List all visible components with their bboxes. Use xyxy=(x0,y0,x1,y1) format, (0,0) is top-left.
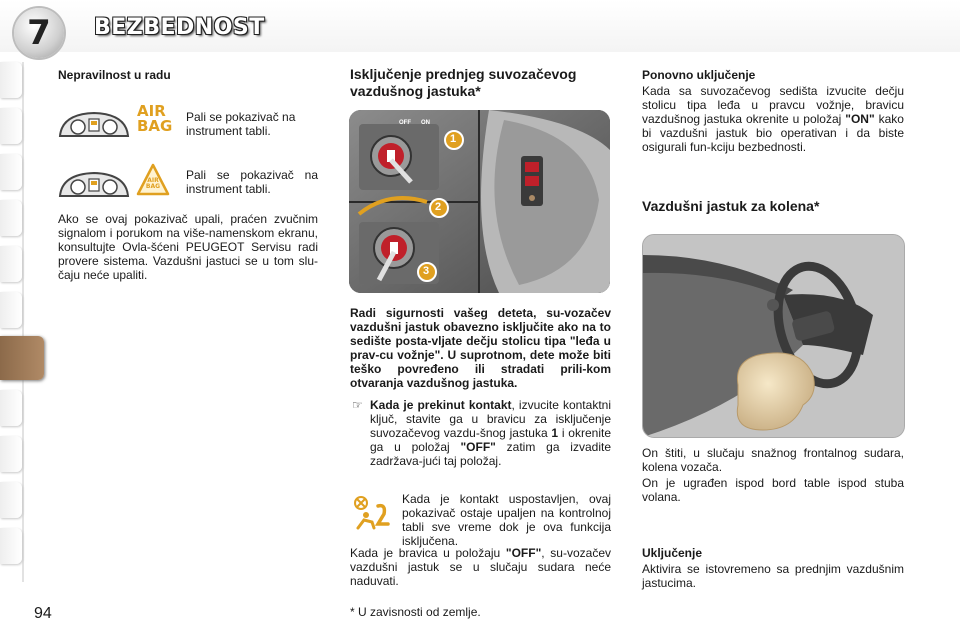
chapter-tab-active[interactable] xyxy=(0,336,44,380)
deactivation-instruction: Kada je prekinut kontakt, izvucite kontaktni ključ, stavite ga u bravicu za isključenje suvozačevog vazdu-šnog jastuka 1 i okrenite ga u položaj "OFF" zatim ga izvadite zadržava-jući taj položaj. xyxy=(370,398,612,468)
indicator-caption-1: Pali se pokazivač na instrument tabli. xyxy=(186,110,296,138)
chapter-tab[interactable] xyxy=(0,482,22,518)
reactivation-heading: Ponovno uključenje xyxy=(642,68,756,82)
activation-heading: Uključenje xyxy=(642,546,703,560)
pointing-hand-icon: ☞ xyxy=(352,398,363,412)
chapter-number-badge: 7 xyxy=(14,8,64,58)
knee-airbag-heading: Vazdušni jastuk za kolena* xyxy=(642,198,820,214)
passenger-airbag-off-icon xyxy=(352,494,394,530)
off-position-text: Kada je bravica u položaju "OFF", su-vozačev vazdušni jastuk se u slučaju sudara neće naduvati. xyxy=(350,546,612,588)
knee-airbag-text-1: On štiti, u slučaju snažnog frontalnog sudara, kolena vozača. xyxy=(642,446,904,474)
indicator-on-text: Kada je kontakt uspostavljen, ovaj pokazivač ostaje upaljen na kontrolnoj tabli sve vreme dok je ova funkcija isključena. xyxy=(402,492,611,548)
knee-airbag-illustration xyxy=(642,234,905,438)
step-badge-2: 2 xyxy=(435,201,442,213)
switch-label-on: ON xyxy=(421,120,430,126)
chapter-tab[interactable] xyxy=(0,528,22,564)
chapter-tab[interactable] xyxy=(0,62,22,98)
indicator-caption-2: Pali se pokazivač na instrument tabli. xyxy=(186,168,318,196)
chapter-tab[interactable] xyxy=(0,292,22,328)
malfunction-heading: Nepravilnost u radu xyxy=(58,68,171,82)
chapter-tab[interactable] xyxy=(0,154,22,190)
instrument-panel-icon xyxy=(58,170,130,200)
reactivation-text: Kada sa suvozačevog sedišta izvucite dečju stolicu tipa leđa u pravcu vožnje, bravicu vazdušnog jastuka okrenite u položaj "ON" kako bi vazdušni jastuk bio operativan i da biste osigurali fun-kciju bezbednosti. xyxy=(642,84,904,154)
step-badge-1: 1 xyxy=(450,133,457,145)
step-badge-3: 3 xyxy=(423,265,430,277)
airbag-warning-icon: AIR BAG xyxy=(137,102,173,135)
knee-airbag-text-2: On je ugrađen ispod bord table ispod stuba volana. xyxy=(642,476,904,504)
activation-text: Aktivira se istovremeno sa prednjim vazdušnim jastucima. xyxy=(642,562,904,590)
chapter-tab[interactable] xyxy=(0,108,22,144)
chapter-tab[interactable] xyxy=(0,200,22,236)
switch-label-off: OFF xyxy=(399,120,411,126)
malfunction-paragraph: Ako se ovaj pokazivač upali, praćen zvučnim signalom i porukom na više-namenskom ekranu, konsultujte Ovla-šćeni PEUGEOT Servisu radi provere sistema. Vazdušni jastuci se u tom slu-čaju neće upaliti. xyxy=(58,212,318,282)
child-seat-warning: Radi sigurnosti vašeg deteta, su-vozačev vazdušni jastuk obavezno isključite ako na to sedište posta-vljate dečju stolicu tipa "leđa u prav-cu vožnje". U suprotnom, dete može biti teško povređeno ili stradati prili-kom otvaranja vazdušnog jastuka. xyxy=(350,306,611,390)
chapter-tab[interactable] xyxy=(0,390,22,426)
footnote: * U zavisnosti od zemlje. xyxy=(350,605,481,619)
instrument-panel-icon xyxy=(58,110,130,140)
airbag-switch-photo xyxy=(349,110,610,293)
chapter-tab[interactable] xyxy=(0,246,22,282)
deactivation-heading: Isključenje prednjeg suvozačevog vazdušnog jastuka* xyxy=(350,66,577,99)
chapter-tab[interactable] xyxy=(0,436,22,472)
page-number: 94 xyxy=(34,605,52,622)
chapter-tabs xyxy=(0,62,30,582)
chapter-title: BEZBEDNOST xyxy=(94,15,265,40)
airbag-fault-triangle-icon: AIR BAG xyxy=(136,163,170,197)
